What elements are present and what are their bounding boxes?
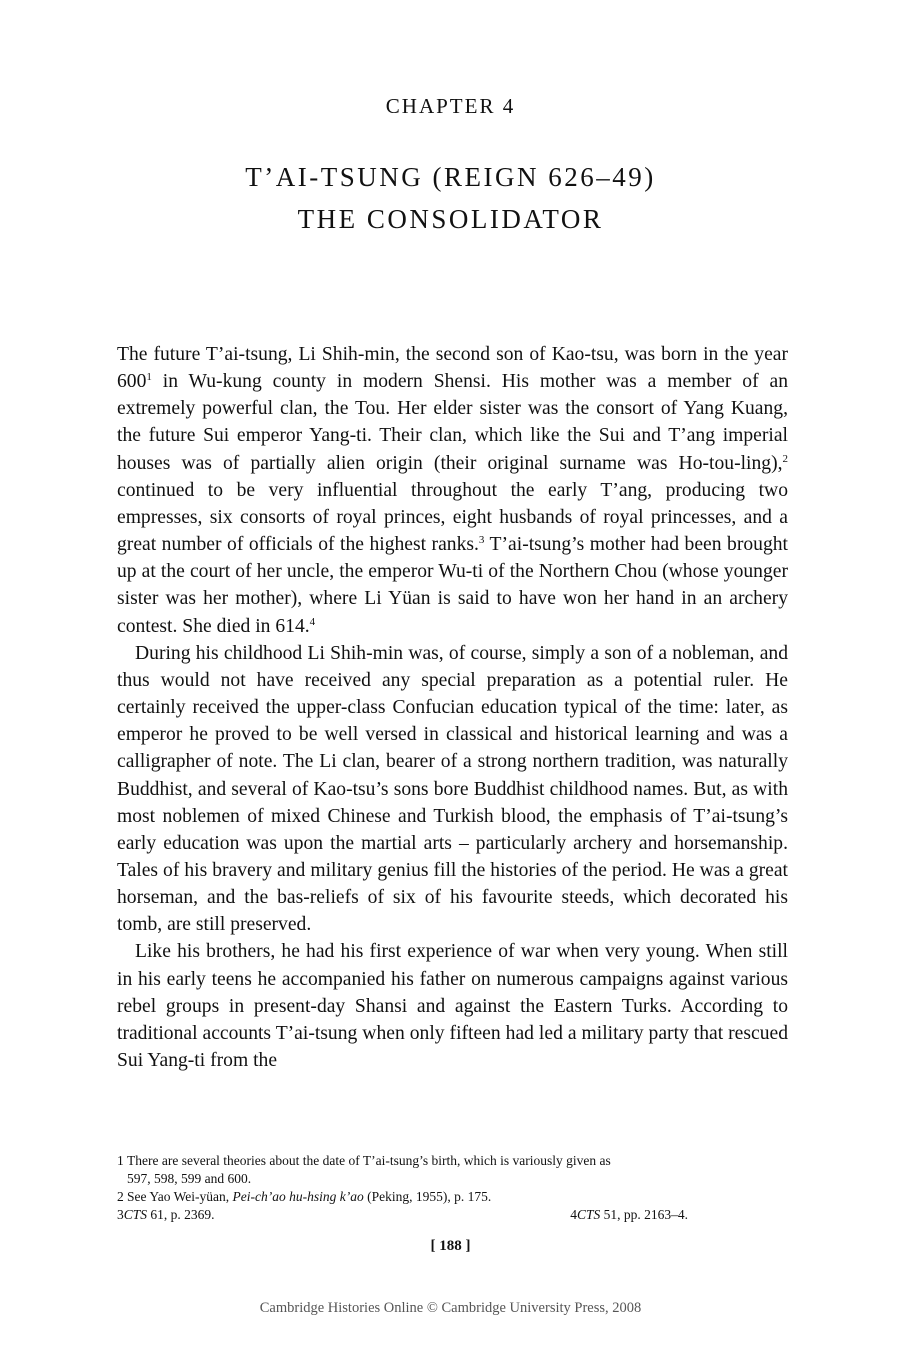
footnote-ref-3: 3 — [478, 534, 485, 547]
page-footer: Cambridge Histories Online © Cambridge University Press, 2008 — [259, 1300, 642, 1316]
chapter-label: CHAPTER 4 — [385, 94, 516, 118]
footnote-4 — [570, 1206, 688, 1224]
footnote-2 — [117, 1188, 788, 1206]
paragraph-1 — [117, 341, 788, 640]
footnote-1 — [117, 1152, 788, 1170]
paragraph-1-part-b: in Wu-kung county in modern Shensi. His mother was a member of an extremely powerful clan, the Tou. Her elder sister was the consort of Yang Kuang, the future Sui emperor Yang-ti. Their clan, which like the Sui and T’ang imperial houses was of partially alien origin (their original surname was Ho-tou-ling), — [117, 371, 788, 474]
footnote-ref-4: 4 — [309, 615, 316, 628]
paragraph-1-part-d: T’ai-tsung’s mother had been brought up at the court of her uncle, the emperor Wu-ti of the Northern Chou (whose younger sister was her mother), where Li Yüan is said to have won her hand in an archery contest. She died in 614. — [117, 534, 788, 637]
footnote-ref-2: 2 — [782, 452, 788, 465]
chapter-title-line-1: T’AI-TSUNG (REIGN 626–49) — [245, 162, 656, 192]
footnote-1-mark: 1 — [117, 1153, 124, 1168]
paragraph-1-part-c: continued to be very influential throughout the early T’ang, producing two empresses, six consorts of royal princes, eight husbands of royal princesses, and a great number of officials of the highest ranks. — [117, 479, 788, 556]
footnotes — [117, 1152, 788, 1224]
footnote-3-title: CTS — [123, 1207, 148, 1222]
footnote-2-pre: See Yao Wei-yüan, — [127, 1189, 233, 1204]
footnote-2-mark: 2 — [117, 1189, 124, 1204]
footnotes-3-4 — [117, 1206, 788, 1224]
footnote-2-title: Pei-ch’ao hu-hsing k’ao — [232, 1189, 364, 1204]
chapter-title — [0, 156, 901, 240]
footnote-4-mark: 4 — [570, 1207, 577, 1222]
footnote-4-title: CTS — [576, 1207, 601, 1222]
paragraph-1-part-a: The future T’ai-tsung, Li Shih-min, the second son of Kao-tsu, was born in the year 600 — [117, 344, 788, 393]
footnote-4-text: 51, pp. 2163–4. — [600, 1207, 688, 1222]
page-number: [ 188 ] — [430, 1238, 471, 1254]
footnote-1-line-1: There are several theories about the date of T’ai-tsung’s birth, which is variously given as — [127, 1153, 611, 1168]
chapter-title-line-2: THE CONSOLIDATOR — [297, 204, 604, 234]
footnote-1-continuation: 597, 598, 599 and 600. — [127, 1171, 252, 1186]
footnote-3-text: 61, p. 2369. — [147, 1207, 215, 1222]
footnote-3 — [117, 1206, 215, 1224]
footnote-3-mark: 3 — [117, 1207, 124, 1222]
footnote-2-post: (Peking, 1955), p. 175. — [363, 1189, 492, 1204]
paragraph-3: Like his brothers, he had his first experience of war when very young. When still in his early teens he accompanied his father on numerous campaigns against various rebel groups in present-day Shansi and against the Eastern Turks. According to traditional accounts T’ai-tsung when only fifteen had led a military party that rescued Sui Yang-ti from the — [117, 941, 788, 1072]
body-text — [117, 341, 788, 1074]
footnote-ref-1: 1 — [146, 371, 152, 384]
paragraph-2: During his childhood Li Shih-min was, of course, simply a son of a nobleman, and thus would not have received any special preparation as a potential ruler. He certainly received the upper-class Confucian education typical of the time: later, as emperor he proved to be well versed in classical and historical learning and was a calligrapher of note. The Li clan, bearer of a strong northern tradition, was naturally Buddhist, and several of Kao-tsu’s sons bore Buddhist childhood names. But, as with most noblemen of mixed Chinese and Turkish blood, the emphasis of T’ai-tsung’s early education was upon the martial arts – particularly archery and horsemanship. Tales of his bravery and military genius fill the histories of the period. He was a great horseman, and the bas-reliefs of six of his favourite steeds, which decorated his tomb, are still preserved. — [117, 642, 788, 936]
